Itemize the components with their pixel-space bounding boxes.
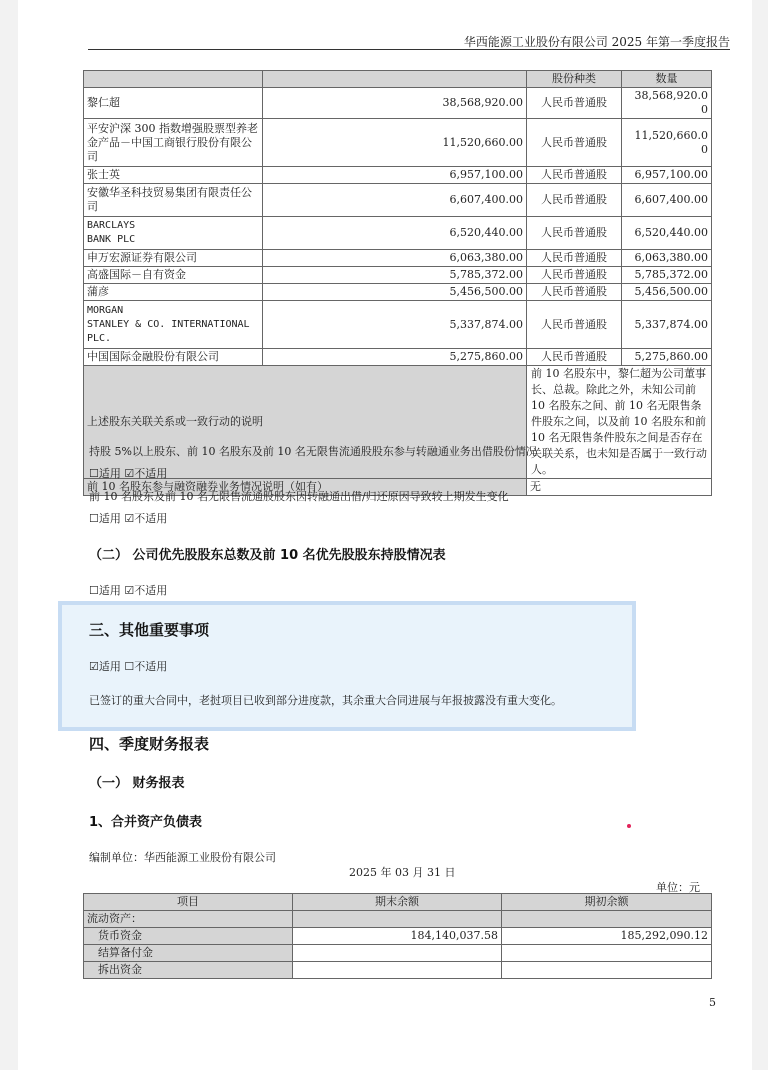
holder-quantity: 5,275,860.00 [622, 349, 712, 366]
header-divider [88, 49, 730, 50]
shareholders-table [83, 70, 712, 496]
table-row [84, 962, 712, 979]
holder-name: 蒲彦 [84, 284, 263, 301]
table-row [84, 167, 712, 184]
col-header-shares [263, 71, 527, 88]
table-row [84, 911, 712, 928]
statement-title: 1、合并资产负债表 [89, 815, 203, 830]
row-begin-balance [502, 962, 712, 979]
holder-name: 申万宏源证券有限公司 [84, 250, 263, 267]
holder-quantity: 6,520,440.00 [622, 217, 712, 250]
holder-name: 平安沪深 300 指数增强股票型养老金产品－中国工商银行股份有限公司 [84, 119, 263, 167]
table-row [84, 217, 712, 250]
table-row [84, 928, 712, 945]
table-row [84, 349, 712, 366]
holder-quantity: 5,785,372.00 [622, 267, 712, 284]
relation-label: 上述股东关联关系或一致行动的说明 [84, 366, 527, 479]
holder-name: 中国国际金融股份有限公司 [84, 349, 263, 366]
holder-share-type: 人民币普通股 [527, 250, 622, 267]
page-number: 5 [709, 996, 716, 1009]
col-header-item: 项目 [84, 894, 293, 911]
holder-shares: 5,785,372.00 [263, 267, 527, 284]
holder-share-type: 人民币普通股 [527, 217, 622, 250]
financials-sub-heading: （一） 财务报表 [89, 776, 185, 791]
report-header-title: 华西能源工业股份有限公司 2025 年第一季度报告 [463, 35, 730, 49]
table-row [84, 250, 712, 267]
row-begin-balance [502, 945, 712, 962]
table-row [84, 284, 712, 301]
holder-shares: 6,520,440.00 [263, 217, 527, 250]
holder-shares: 6,957,100.00 [263, 167, 527, 184]
holder-share-type: 人民币普通股 [527, 167, 622, 184]
row-end-balance [293, 945, 502, 962]
table-row [84, 267, 712, 284]
col-header-end-balance: 期末余额 [293, 894, 502, 911]
margin-label: 前 10 名股东参与融资融券业务情况说明（如有） [84, 479, 527, 496]
holder-shares: 5,337,874.00 [263, 301, 527, 349]
balance-sheet-table [83, 893, 712, 979]
row-end-balance [293, 911, 502, 928]
holder-share-type: 人民币普通股 [527, 88, 622, 119]
row-item: 结算备付金 [84, 945, 293, 962]
holder-name: 张士英 [84, 167, 263, 184]
change-text: 前 10 名股东及前 10 名无限售流通股股东因转融通出借/归还原因导致较上期发生变化 [89, 490, 509, 503]
holder-shares: 38,568,920.00 [263, 88, 527, 119]
row-begin-balance: 185,292,090.12 [502, 928, 712, 945]
table-row [84, 184, 712, 217]
table-row [84, 119, 712, 167]
annotation-dot [627, 824, 631, 828]
financials-heading: 四、季度财务报表 [89, 735, 210, 753]
holder-quantity: 5,337,874.00 [622, 301, 712, 349]
statement-date: 2025 年 03 月 31 日 [349, 866, 456, 879]
holder-quantity: 38,568,920.0 0 [622, 88, 712, 119]
other-matters-options: ☑适用 ☐不适用 [89, 660, 168, 673]
holder-quantity: 11,520,660.0 0 [622, 119, 712, 167]
holder-share-type: 人民币普通股 [527, 284, 622, 301]
row-end-balance [293, 962, 502, 979]
col-header-quantity: 数量 [622, 71, 712, 88]
margin-text: 无 [527, 479, 712, 496]
holder-share-type: 人民币普通股 [527, 349, 622, 366]
holder-shares: 5,456,500.00 [263, 284, 527, 301]
holder-name: MORGAN STANLEY & CO. INTERNATIONAL PLC. [84, 301, 263, 349]
holder-name: BARCLAYS BANK PLC [84, 217, 263, 250]
unit-label: 单位：元 [656, 881, 700, 894]
col-header-share-type: 股份种类 [527, 71, 622, 88]
row-item: 货币资金 [84, 928, 293, 945]
holder-quantity: 6,607,400.00 [622, 184, 712, 217]
row-item: 拆出资金 [84, 962, 293, 979]
other-matters-heading: 三、其他重要事项 [89, 621, 210, 639]
holder-share-type: 人民币普通股 [527, 119, 622, 167]
holder-name: 高盛国际－自有资金 [84, 267, 263, 284]
holder-shares: 6,063,380.00 [263, 250, 527, 267]
row-end-balance: 184,140,037.58 [293, 928, 502, 945]
holder-quantity: 5,456,500.00 [622, 284, 712, 301]
table-row [84, 945, 712, 962]
row-item: 流动资产： [84, 911, 293, 928]
relation-text: 前 10 名股东中，黎仁超为公司董事长、总裁。除此之外，未知公司前 10 名股东之间、前 10 名无限售条件股东之间，以及前 10 名股东和前 10 名无限售条件股东之间是否存在关联关系，也未知是否属于一致行动人。 [527, 366, 712, 479]
holder-name: 黎仁超 [84, 88, 263, 119]
table-row [84, 88, 712, 119]
compiler-label: 编制单位：华西能源工业股份有限公司 [89, 851, 276, 864]
other-matters-text: 已签订的重大合同中，老挝项目已收到部分进度款，其余重大合同进展与年报披露没有重大变化。 [89, 694, 562, 707]
preferred-heading: （二） 公司优先股股东总数及前 10 名优先股股东持股情况表 [89, 548, 446, 563]
preferred-options: ☐适用 ☑不适用 [89, 584, 168, 597]
holder-quantity: 6,063,380.00 [622, 250, 712, 267]
holder-name: 安徽华圣科技贸易集团有限责任公司 [84, 184, 263, 217]
holder-share-type: 人民币普通股 [527, 301, 622, 349]
holder-quantity: 6,957,100.00 [622, 167, 712, 184]
holder-shares: 11,520,660.00 [263, 119, 527, 167]
col-header-begin-balance: 期初余额 [502, 894, 712, 911]
holder-shares: 5,275,860.00 [263, 349, 527, 366]
relation-row [84, 366, 712, 479]
change-options: ☐适用 ☑不适用 [89, 512, 168, 525]
holder-share-type: 人民币普通股 [527, 184, 622, 217]
holder-shares: 6,607,400.00 [263, 184, 527, 217]
lending-options: ☐适用 ☑不适用 [89, 467, 168, 480]
holder-share-type: 人民币普通股 [527, 267, 622, 284]
col-header-name [84, 71, 263, 88]
lending-text: 持股 5%以上股东、前 10 名股东及前 10 名无限售流通股股东参与转融通业务出借股份情况 [89, 445, 537, 458]
table-row [84, 301, 712, 349]
row-begin-balance [502, 911, 712, 928]
